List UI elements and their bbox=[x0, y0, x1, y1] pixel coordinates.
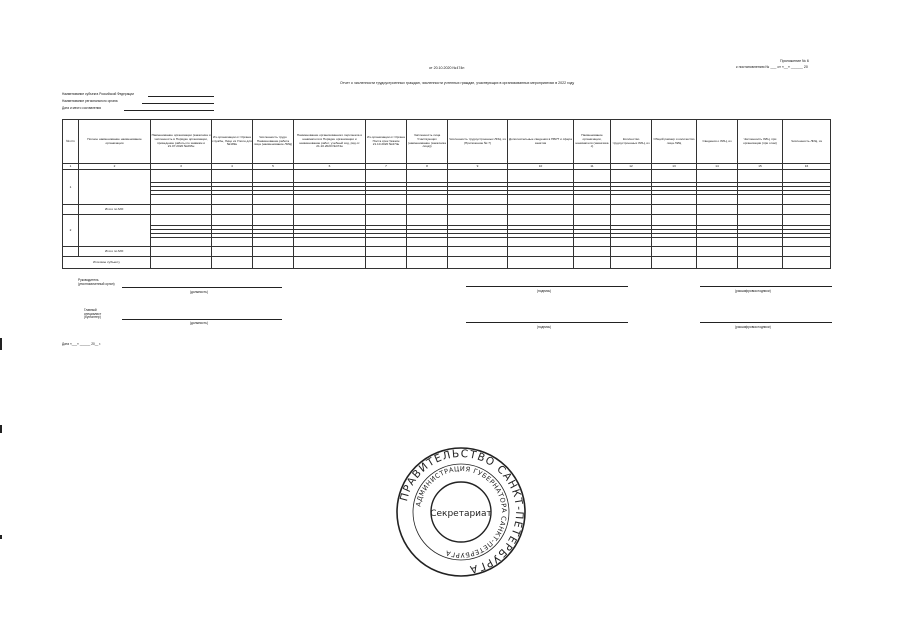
cell-subline bbox=[151, 234, 211, 238]
grand-total-row bbox=[63, 256, 831, 268]
data-cell bbox=[407, 170, 448, 205]
data-cell bbox=[79, 170, 151, 205]
chief-position-caption: (должность) bbox=[190, 321, 208, 325]
page-title: Отчет о численности трудоустроенных граждан, численности учтенных граждан, участвующих в организованных мероприятиях в 2022 году bbox=[340, 81, 575, 85]
data-cell bbox=[151, 214, 212, 247]
group-row-2 bbox=[63, 214, 831, 247]
data-cell bbox=[738, 170, 783, 205]
cell-subline bbox=[652, 234, 696, 238]
col-number: 4 bbox=[212, 164, 253, 170]
col-header: Общий размер и количество лица ЛИЦ bbox=[652, 120, 697, 164]
cell-subline bbox=[448, 234, 507, 238]
data-cell bbox=[448, 214, 508, 247]
chief-label: Главный специалист (бухгалтер) bbox=[84, 308, 102, 320]
field-region: Наименование субъекта Российской Федерации bbox=[62, 92, 134, 96]
cell-subline bbox=[366, 191, 406, 195]
cell-subline bbox=[151, 191, 211, 195]
data-cell bbox=[652, 170, 697, 205]
col-number: 12 bbox=[611, 164, 652, 170]
col-header: № п/п bbox=[63, 120, 79, 164]
col-number: 13 bbox=[652, 164, 697, 170]
head-label: Руководитель (уполномоченный орган) bbox=[78, 278, 115, 286]
cell-subline bbox=[448, 191, 507, 195]
col-header: Наименование организации, нанимателя (заказчика с) bbox=[574, 120, 611, 164]
cell-subline bbox=[212, 191, 252, 195]
order-reference: от 20.10.2020 №474н bbox=[429, 66, 465, 70]
col-header: Численность ЛИЦ, из bbox=[783, 120, 831, 164]
data-cell bbox=[574, 170, 611, 205]
group-total-row-2 bbox=[63, 247, 831, 256]
cell-subline bbox=[574, 191, 610, 195]
col-number: 3 bbox=[151, 164, 212, 170]
header-row bbox=[63, 120, 831, 164]
data-cell bbox=[366, 170, 407, 205]
seal-outer-ring: ПРАВИТЕЛЬСТВО САНКТ-ПЕТЕРБУРГА bbox=[398, 447, 526, 576]
data-cell bbox=[212, 170, 253, 205]
data-cell bbox=[574, 214, 611, 247]
cell-subline bbox=[574, 234, 610, 238]
head-signature-caption: (подпись) bbox=[537, 289, 552, 293]
cell-subline bbox=[294, 191, 365, 195]
cell-subline bbox=[407, 191, 447, 195]
data-cell bbox=[697, 170, 738, 205]
cell-subline bbox=[212, 234, 252, 238]
cell-subline bbox=[253, 191, 293, 195]
data-cell bbox=[652, 214, 697, 247]
data-cell bbox=[253, 214, 294, 247]
col-number: 10 bbox=[508, 164, 574, 170]
col-header: Сведения о ЛИЦ, из bbox=[697, 120, 738, 164]
col-number: 9 bbox=[448, 164, 508, 170]
group-total-row-1 bbox=[63, 205, 831, 214]
report-table bbox=[62, 119, 831, 269]
cell-subline bbox=[783, 234, 830, 238]
col-header: Из организации от Органа службы, Лицо из Уполн для №199н bbox=[212, 120, 253, 164]
col-number: 7 bbox=[366, 164, 407, 170]
col-header: Численность лица Участвующих (наименование (заказчика лица)) bbox=[407, 120, 448, 164]
cell-subline bbox=[697, 191, 737, 195]
data-cell bbox=[151, 170, 212, 205]
scan-edge-mark bbox=[0, 425, 2, 433]
data-cell bbox=[611, 170, 652, 205]
field-date-place: Дата и место составления bbox=[62, 106, 101, 110]
col-number: 2 bbox=[79, 164, 151, 170]
data-cell bbox=[294, 214, 366, 247]
cell-subline bbox=[611, 191, 651, 195]
head-decryption-caption: (расшифровка подписи) bbox=[735, 289, 771, 293]
grand-total-label: Итоговое субъекту bbox=[63, 256, 151, 268]
data-cell bbox=[79, 214, 151, 247]
group-total-label: Итого по МО: bbox=[79, 205, 151, 214]
chief-signature-caption: (подпись) bbox=[537, 325, 552, 329]
col-number: 11 bbox=[574, 164, 611, 170]
data-cell bbox=[294, 170, 366, 205]
field-authority: Наименование регионального органа bbox=[62, 99, 118, 103]
data-cell bbox=[611, 214, 652, 247]
col-number: 5 bbox=[253, 164, 294, 170]
data-cell bbox=[212, 214, 253, 247]
data-cell bbox=[448, 170, 508, 205]
col-number: 16 bbox=[783, 164, 831, 170]
head-position-caption: (должность) bbox=[190, 290, 208, 294]
data-cell bbox=[407, 214, 448, 247]
cell-subline bbox=[783, 191, 830, 195]
date-line: Дата «___» ______ 20__ г. bbox=[62, 342, 101, 346]
scan-edge-mark bbox=[0, 338, 2, 350]
cell-subline bbox=[611, 234, 651, 238]
cell-subline bbox=[366, 234, 406, 238]
data-cell bbox=[366, 214, 407, 247]
cell-subline bbox=[508, 234, 573, 238]
scan-edge-mark bbox=[0, 535, 2, 539]
data-cell bbox=[253, 170, 294, 205]
col-number: 8 bbox=[407, 164, 448, 170]
col-number: 1 bbox=[63, 164, 79, 170]
col-header: Численность трудоустроенных ЛИЦ, из (Приложение № 7) bbox=[448, 120, 508, 164]
col-header: Наименование организации (заказчика и численность в Порядке организации, проведение работы по заявкам и 21.07.2020 №29бн bbox=[151, 120, 212, 164]
row-number: 1 bbox=[63, 170, 79, 205]
col-number: 14 bbox=[697, 164, 738, 170]
cell-subline bbox=[294, 234, 365, 238]
col-header: Количество трудоустроенных ЛИЦ, из bbox=[611, 120, 652, 164]
col-header: Полное наименование наименование организации bbox=[79, 120, 151, 164]
col-number: 6 bbox=[294, 164, 366, 170]
col-number: 15 bbox=[738, 164, 783, 170]
chief-decryption-caption: (расшифровка подписи) bbox=[735, 325, 771, 329]
col-header: Из организации от Органа Поста срок Указом 21.10.2020 №474н bbox=[366, 120, 407, 164]
cell-subline bbox=[652, 191, 696, 195]
col-header: Дополнительные сведения в НБРТ и сфера занятия bbox=[508, 120, 574, 164]
seal-stamp bbox=[395, 446, 527, 578]
col-header: Наименование организованного персонала и нанимателя в Порядке организации и наименование работ, учебный ход, ряд от 21.10.2020 №474н bbox=[294, 120, 366, 164]
group-total-label: Итого по МО: bbox=[79, 247, 151, 256]
cell-subline bbox=[253, 234, 293, 238]
cell-subline bbox=[738, 191, 782, 195]
col-header: Численность ЛИЦ, при организации (при этом) bbox=[738, 120, 783, 164]
data-cell bbox=[783, 170, 831, 205]
appendix-number: Приложение № 6 bbox=[780, 59, 809, 63]
seal-inner-ring: АДМИНИСТРАЦИЯ ГУБЕРНАТОРА САНКТ-ПЕТЕРБУРГА bbox=[414, 464, 509, 560]
appendix-reference: к постановлению № ___ от «__» ______ 20 bbox=[736, 65, 808, 69]
row-number: 2 bbox=[63, 214, 79, 247]
cell-subline bbox=[697, 234, 737, 238]
cell-subline bbox=[738, 234, 782, 238]
data-cell bbox=[738, 214, 783, 247]
cell-subline bbox=[508, 191, 573, 195]
data-cell bbox=[508, 214, 574, 247]
col-header: Численность трудо Наименование работа лица (наименование ЛИЦ) bbox=[253, 120, 294, 164]
data-cell bbox=[783, 214, 831, 247]
data-cell bbox=[508, 170, 574, 205]
group-row-1 bbox=[63, 170, 831, 205]
cell-subline bbox=[407, 234, 447, 238]
seal-center-text: Секретариат bbox=[430, 509, 492, 519]
data-cell bbox=[697, 214, 738, 247]
